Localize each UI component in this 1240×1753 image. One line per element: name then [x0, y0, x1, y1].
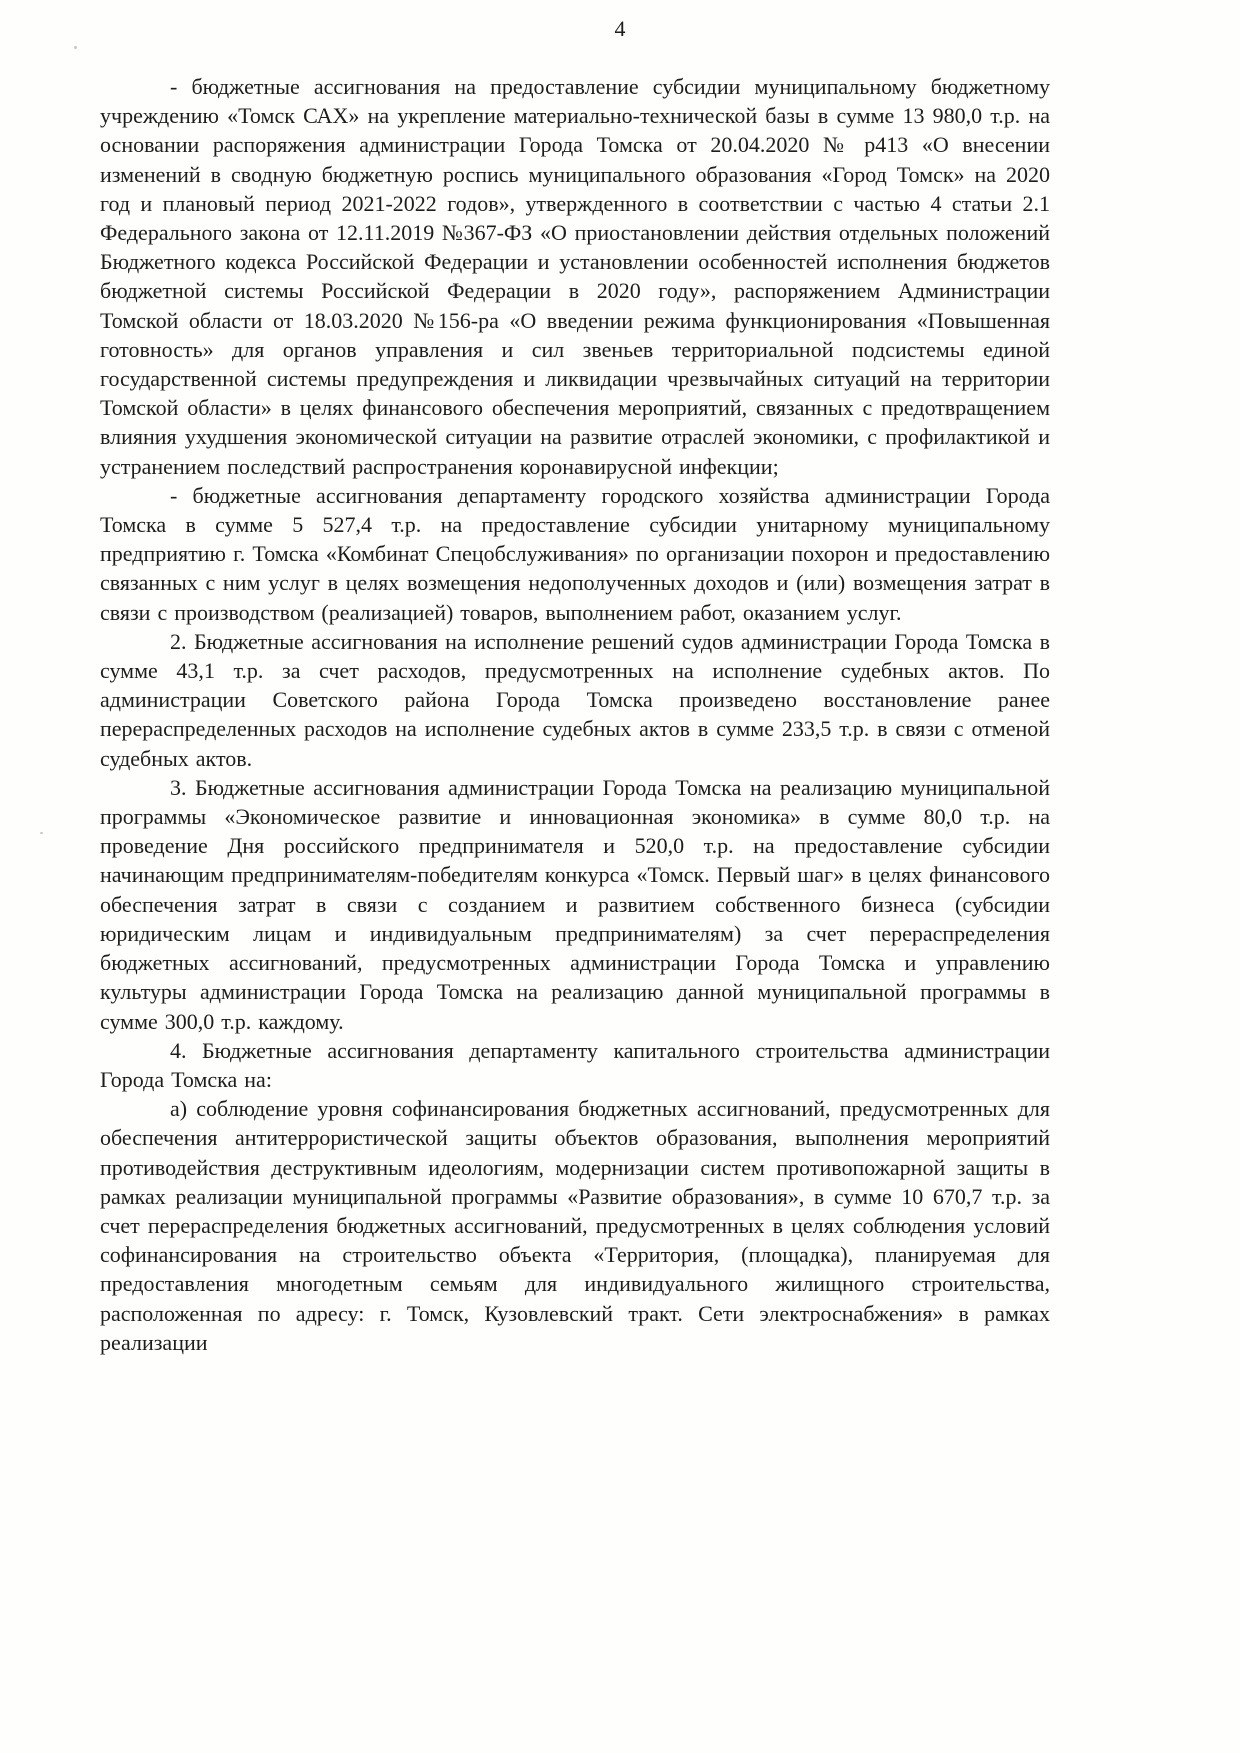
- paragraph-item-2-court-decisions: 2. Бюджетные ассигнования на исполнение решений судов администрации Города Томска в сумме 43,1 т.р. за счет расходов, предусмотренных на исполнение судебных актов. По администрации Советского района Города Томска произведено восстановление ранее перераспределенных расходов на исполнение судебных актов в сумме 233,5 т.р. в связи с отменой судебных актов.: [100, 628, 1050, 771]
- paragraph-item-4a-cofinancing: а) соблюдение уровня софинансирования бюджетных ассигнований, предусмотренных для обеспечения антитеррористической защиты объектов образования, выполнения мероприятий противодействия деструктивным идеологиям, модернизации систем противопожарной защиты в рамках реализации муниципальной программы «Развитие образования», в сумме 10 670,7 т.р. за счет перераспределения бюджетных ассигнований, предусмотренных в целях соблюдения условий софинансирования на строительство объекта «Территория, (площадка), планируемая для предоставления многодетным семьям для индивидуального жилищного строительства, расположенная по адресу: г. Томск, Кузовлевский тракт. Сети электроснабжения» в рамках реализации: [100, 1096, 1050, 1355]
- scan-artifact: [40, 832, 43, 834]
- paragraph-budget-city-services: - бюджетные ассигнования департаменту городского хозяйства администрации Города Томска в сумме 5 527,4 т.р. на предоставление субсидии унитарному муниципальному предприятию г. Томска «Комбинат Спецобслуживания» по организации похорон и предоставлению связанных с ним услуг в целях возмещения недополученных доходов и (или) возмещения затрат в связи с производством (реализацией) товаров, выполнением работ, оказанием услуг.: [100, 482, 1050, 625]
- document-body: [100, 72, 1050, 1357]
- paragraph-item-3-economic-program: 3. Бюджетные ассигнования администрации Города Томска на реализацию муниципальной программы «Экономическое развитие и инновационная экономика» в сумме 80,0 т.р. на проведение Дня российского предпринимателя и 520,0 т.р. на предоставление субсидии начинающим предпринимателям-победителям конкурса «Томск. Первый шаг» в целях финансового обеспечения затрат в связи с созданием и развитием собственного бизнеса (субсидии юридическим лицам и индивидуальным предпринимателям) за счет перераспределения бюджетных ассигнований, предусмотренных администрации Города Томска и управлению культуры администрации Города Томска на реализацию данной муниципальной программы в сумме 300,0 т.р. каждому.: [100, 774, 1050, 1034]
- scan-artifact: [74, 46, 77, 49]
- paragraph-item-4-capital-construction: 4. Бюджетные ассигнования департаменту капитального строительства администрации Города Томска на:: [100, 1037, 1050, 1092]
- page-number: 4: [614, 16, 626, 41]
- paragraph-budget-subsidy-tomsk-sah: - бюджетные ассигнования на предоставление субсидии муниципальному бюджетному учреждению «Томск САХ» на укрепление материально-технической базы в сумме 13 980,0 т.р. на основании распоряжения администрации Города Томска от 20.04.2020 № р413 «О внесении изменений в сводную бюджетную роспись муниципального образования «Город Томск» на 2020 год и плановый период 2021-2022 годов», утвержденного в соответствии с частью 4 статьи 2.1 Федерального закона от 12.11.2019 №367-ФЗ «О приостановлении действия отдельных положений Бюджетного кодекса Российской Федерации и установлении особенностей исполнения бюджетов бюджетной системы Российской Федерации в 2020 году», распоряжением Администрации Томской области от 18.03.2020 №156-ра «О введении режима функционирования «Повышенная готовность» для органов управления и сил звеньев территориальной подсистемы единой государственной системы предупреждения и ликвидации чрезвычайных ситуаций на территории Томской области» в целях финансового обеспечения мероприятий, связанных с предотвращением влияния ухудшения экономической ситуации на развитие отраслей экономики, с профилактикой и устранением последствий распространения коронавирусной инфекции;: [100, 74, 1050, 479]
